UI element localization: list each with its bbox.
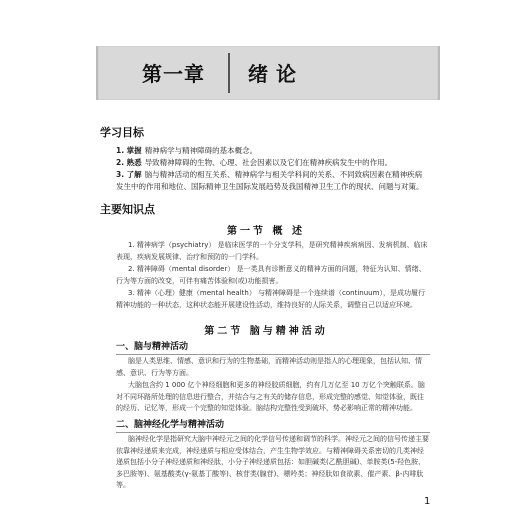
section2-sub1-para-2: 大脑包含约 1 000 亿个神经细胞和更多的神经胶质细胞，约有几万亿至 10 万亿个突触联系。脑对不同环路所处理的信息进行整合，并结合与之有关的储存信息，形成完整的感觉、知觉体验，既往的经历、记忆等，形成一个完整的知觉体验。脑结构完整性受到破坏，势必影响正常的精神功能。 (116, 381, 425, 412)
section2-title: 第二节 脑与精神活动 (204, 326, 328, 337)
goal-item-3 (116, 169, 426, 193)
chapter-number: 第一章 (142, 62, 205, 86)
goal-item-1 (116, 145, 426, 157)
section1-title: 第一节 概 述 (227, 226, 305, 237)
goal-text: 精神病学与精神障碍的基本概念。 (144, 146, 258, 155)
section2-sub2-para-1: 脑神经化学是指研究大脑中神经元之间的化学信号传递和调节的科学。神经元之间的信号传递主要依靠神经递质来完成，神经递质与相应受体结合，产生生物学效应。与精神障碍关系密切的几类神经递质包括小分子神经递质和神经肽，小分子神经递质包括：如胆碱类(乙酰胆碱)、单胺类(5-羟色胺、多巴胺等)、氨基酸类(γ-氨基丁酸等)、核苷类(腺苷)、嘌呤类；神经肽如食欲素、催产素、β-内啡肽等。 (116, 435, 429, 489)
goal-key: 3. 了解 (116, 170, 142, 179)
section2-sub1-para-1: 脑是人类思维、情感、意识和行为的生物基础，而精神活动则是指人的心理现象，包括认知、情感、意识、行为等方面。 (116, 357, 422, 377)
section2-sub1-heading: 一、脑与精神活动 (116, 339, 430, 355)
goal-text: 导致精神障碍的生物、心理、社会因素以及它们在精神疾病发生中的作用。 (144, 158, 393, 167)
section1-para-3: 3. 精神（心理）健康（mental health） 与精神障碍是一个连续谱（continuum），是成功履行精神功能的一种状态，这种状态能开展建设性活动，维持良好的人际关系，调整自己以适应环境。 (116, 289, 425, 309)
goal-key: 1. 掌握 (116, 146, 142, 155)
chapter-title: 绪论 (248, 62, 304, 86)
page-number: 1 (424, 496, 431, 507)
goal-text: 脑与精神活动的相互关系、精神病学与相关学科间的关系、不同致病因素在精神疾病发生中的作用和地位、国际精神卫生国际发展趋势及我国精神卫生工作的现状、问题与对策。 (116, 170, 424, 191)
learning-goals-heading: 学习目标 (100, 126, 144, 139)
section2-sub2-heading: 二、脑神经化学与精神活动 (116, 417, 430, 433)
goal-item-2 (116, 157, 426, 169)
banner-divider (228, 53, 230, 93)
goal-key: 2. 熟悉 (116, 158, 142, 167)
main-points-heading: 主要知识点 (100, 203, 155, 216)
section1-para-2: 2. 精神障碍（mental disorder） 是一类具有诊断意义的精神方面的问题，特征为认知、情绪、行为等方面的改变，可伴有痛苦体验和(或)功能损害。 (116, 265, 426, 285)
section1-para-1: 1. 精神病学（psychiatry） 是临床医学的一个分支学科，是研究精神疾病病因、发病机制、临床表现、疾病发展规律、治疗和预防的一门学科。 (116, 241, 428, 261)
chapter-banner (96, 46, 440, 100)
